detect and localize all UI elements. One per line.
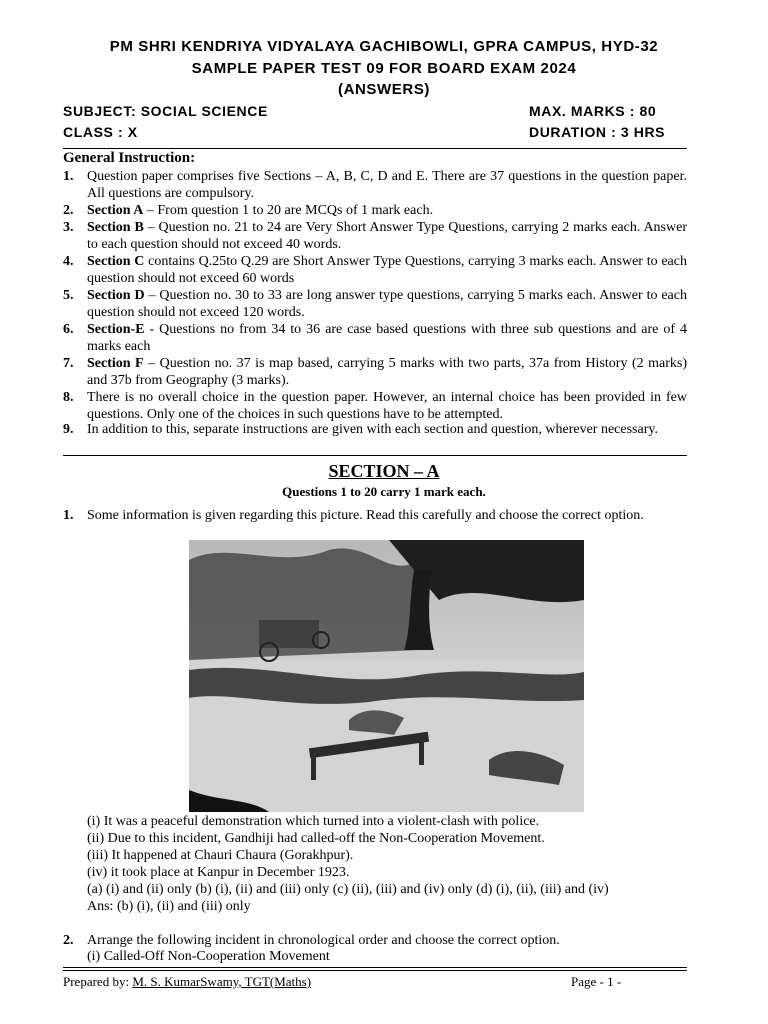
instruction-lead: Section C [87,254,145,269]
instruction-text: Section-E - Questions no from 34 to 36 are case based questions with three sub questions and are of 4 marks each [87,322,687,354]
question-statement: (a) (i) and (ii) only (b) (i), (ii) and (iii) only (c) (ii), (iii) and (iv) only (d) (i), (ii), (iii) and (iv) [87,882,609,897]
question-statement: (iv) it took place at Kanpur in December 1923. [87,865,350,880]
instruction-lead: Section B [87,220,144,235]
question-statement: (i) It was a peaceful demonstration which turned into a violent-clash with police. [87,814,540,829]
section-a-subtitle: Questions 1 to 20 carry 1 mark each. [282,484,486,499]
header-divider [63,148,687,149]
general-instruction-title: General Instruction: [63,150,196,166]
question-1 [63,507,687,524]
question-number: 1. [63,508,74,523]
question-statement: (i) Called-Off Non-Cooperation Movement [87,949,330,964]
prepared-by-label: Prepared by: [63,974,133,989]
school-name: PM SHRI KENDRIYA VIDYALAYA GACHIBOWLI, GPRA CAMPUS, HYD-32 [109,38,659,55]
instruction-item [63,287,687,321]
instruction-text: There is no overall choice in the question paper. However, an internal choice has been provided in few questions. Only one of the choices in such questions have to be attempted. [87,390,687,422]
paper-title: SAMPLE PAPER TEST 09 FOR BOARD EXAM 2024 [191,60,577,77]
question-statement: (ii) Due to this incident, Gandhiji had called-off the Non-Cooperation Movement. [87,831,545,846]
page-number: Page - 1 - [571,974,622,989]
instruction-lead: Section-E [87,322,145,337]
prepared-by-name: M. S. KumarSwamy, TGT(Maths) [132,974,312,989]
instruction-item [63,168,687,202]
instruction-item [63,355,687,389]
question-2 [63,932,687,949]
instruction-text: Section C contains Q.25to Q.29 are Short Answer Type Questions, carrying 3 marks each. Answer to each question should not exceed 60 words [87,254,687,286]
instruction-number: 5. [63,288,74,303]
instruction-number: 2. [63,203,74,218]
instruction-text: In addition to this, separate instructions are given with each section and question, wherever necessary. [87,422,658,437]
instruction-item [63,202,687,219]
duration-label: DURATION : 3 HRS [529,124,666,140]
instruction-text: Section A – From question 1 to 20 are MCQs of 1 mark each. [87,203,434,218]
instructions-divider [63,455,687,456]
question-text: Arrange the following incident in chronological order and choose the correct option. [87,933,560,948]
instruction-number: 8. [63,390,74,405]
question-number: 2. [63,933,74,948]
instruction-number: 6. [63,322,74,337]
instruction-number: 1. [63,169,74,184]
instruction-text: Question paper comprises five Sections – A, B, C, D and E. There are 37 questions in the question paper. All questions are compulsory. [87,169,687,201]
instruction-lead: Section A [87,203,144,218]
question-statement: (iii) It happened at Chauri Chaura (Gorakhpur). [87,848,354,863]
section-a-title: SECTION – A [328,461,440,481]
footer-divider-top [63,967,687,968]
chauri-chaura-photo [189,540,584,812]
question-text: Some information is given regarding this picture. Read this carefully and choose the correct option. [87,508,644,523]
instruction-text: Section F – Question no. 37 is map based, carrying 5 marks with two parts, 37a from History (2 marks) and 37b from Geography (3 marks). [87,356,687,388]
class-label: CLASS : X [63,124,138,140]
instruction-item [63,421,687,438]
instruction-number: 9. [63,422,74,437]
instruction-text: Section D – Question no. 30 to 33 are long answer type questions, carrying 5 marks each. Answer to each question should not exceed 120 words. [87,288,687,320]
footer-divider-bottom [63,970,687,971]
instruction-item [63,321,687,355]
question-statement: Ans: (b) (i), (ii) and (iii) only [87,899,251,914]
instruction-number: 7. [63,356,74,371]
instruction-text: Section B – Question no. 21 to 24 are Very Short Answer Type Questions, carrying 2 marks each. Answer to each question should not exceed 40 words. [87,220,687,252]
instruction-lead: Section D [87,288,145,303]
max-marks-label: MAX. MARKS : 80 [529,103,657,119]
instruction-item [63,389,687,423]
prepared-by [63,974,311,990]
instruction-item [63,253,687,287]
instruction-item [63,219,687,253]
instruction-number: 4. [63,254,74,269]
subject-label: SUBJECT: SOCIAL SCIENCE [63,103,268,119]
instruction-lead: Section F [87,356,144,371]
instruction-number: 3. [63,220,74,235]
answers-label: (ANSWERS) [337,81,431,98]
